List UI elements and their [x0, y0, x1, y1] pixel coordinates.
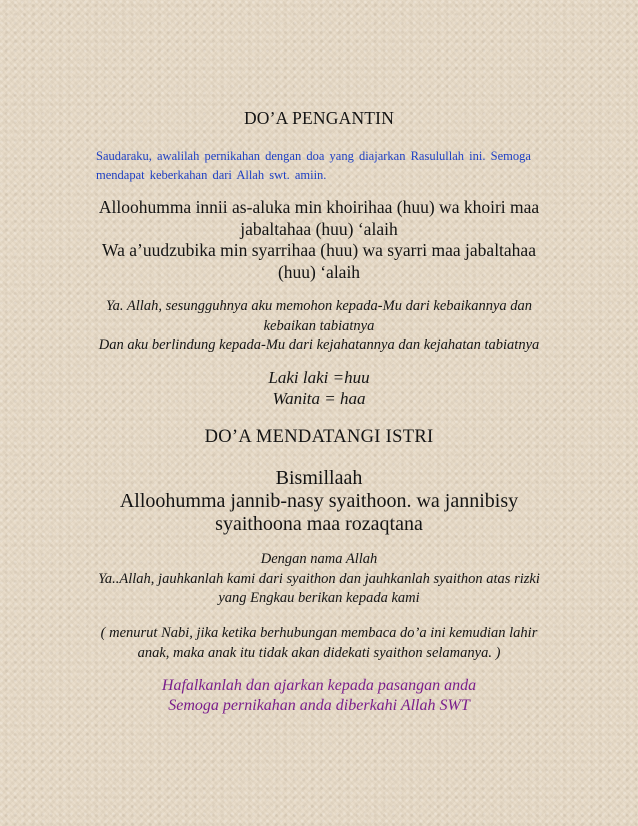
translation-line: Dengan nama Allah — [260, 551, 378, 567]
translation-line: yang Engkau berikan kepada kami — [218, 590, 420, 606]
translation-line: Ya. Allah, sesungguhnya aku memohon kepada-Mu dari kebaikannya dan — [105, 298, 533, 314]
note-line: anak, maka anak itu tidak akan didekati syaithon selamanya. ) — [137, 644, 501, 661]
doa-pengantin-translation — [0, 297, 638, 356]
doa-line: syaithoona maa rozaqtana — [215, 513, 423, 535]
doa-istri-translation — [0, 550, 638, 609]
intro-paragraph — [96, 147, 546, 185]
doa-istri-latin-text — [0, 467, 638, 536]
title-doa-mendatangi-istri: DO’A MENDATANGI ISTRI — [204, 427, 434, 447]
doa-line: Alloohumma jannib-nasy syaithoon. wa jannibisy — [119, 490, 519, 512]
note-line: ( menurut Nabi, jika ketika berhubungan membaca do’a ini kemudian lahir — [100, 625, 538, 641]
title-doa-pengantin: DO’A PENGANTIN — [243, 108, 395, 128]
intro-line: Saudaraku, awalilah pernikahan dengan doa yang diajarkan Rasulullah ini. Semoga — [96, 149, 531, 163]
gender-note-line: Wanita = haa — [272, 389, 366, 408]
translation-line: kebaikan tabiatnya — [263, 317, 375, 334]
hadith-note — [0, 624, 638, 663]
translation-line: Dan aku berlindung kepada-Mu dari kejahatannya dan kejahatan tabiatnya — [98, 337, 540, 353]
translation-line: Ya..Allah, jauhkanlah kami dari syaithon dan jauhkanlah syaithon atas rizki — [98, 570, 540, 587]
closing-line: Semoga pernikahan anda diberkahi Allah SWT — [168, 696, 470, 714]
intro-line: mendapat keberkahan dari Allah swt. amiin. — [96, 168, 327, 182]
doa-pengantin-latin-text — [0, 197, 638, 283]
gender-note — [0, 367, 638, 409]
doa-line: Bismillaah — [275, 467, 363, 489]
doa-line: Wa a’uudzubika min syarrihaa (huu) wa syarri maa jabaltahaa — [102, 240, 536, 260]
closing-message — [0, 676, 638, 715]
doa-line: (huu) ‘alaih — [277, 261, 361, 282]
gender-note-line: Laki laki =huu — [268, 368, 370, 387]
closing-line: Hafalkanlah dan ajarkan kepada pasangan anda — [161, 677, 477, 694]
doa-line: jabaltahaa (huu) ‘alaih — [240, 218, 398, 239]
doa-line: Alloohumma innii as-aluka min khoirihaa (huu) wa khoiri maa — [98, 197, 540, 217]
